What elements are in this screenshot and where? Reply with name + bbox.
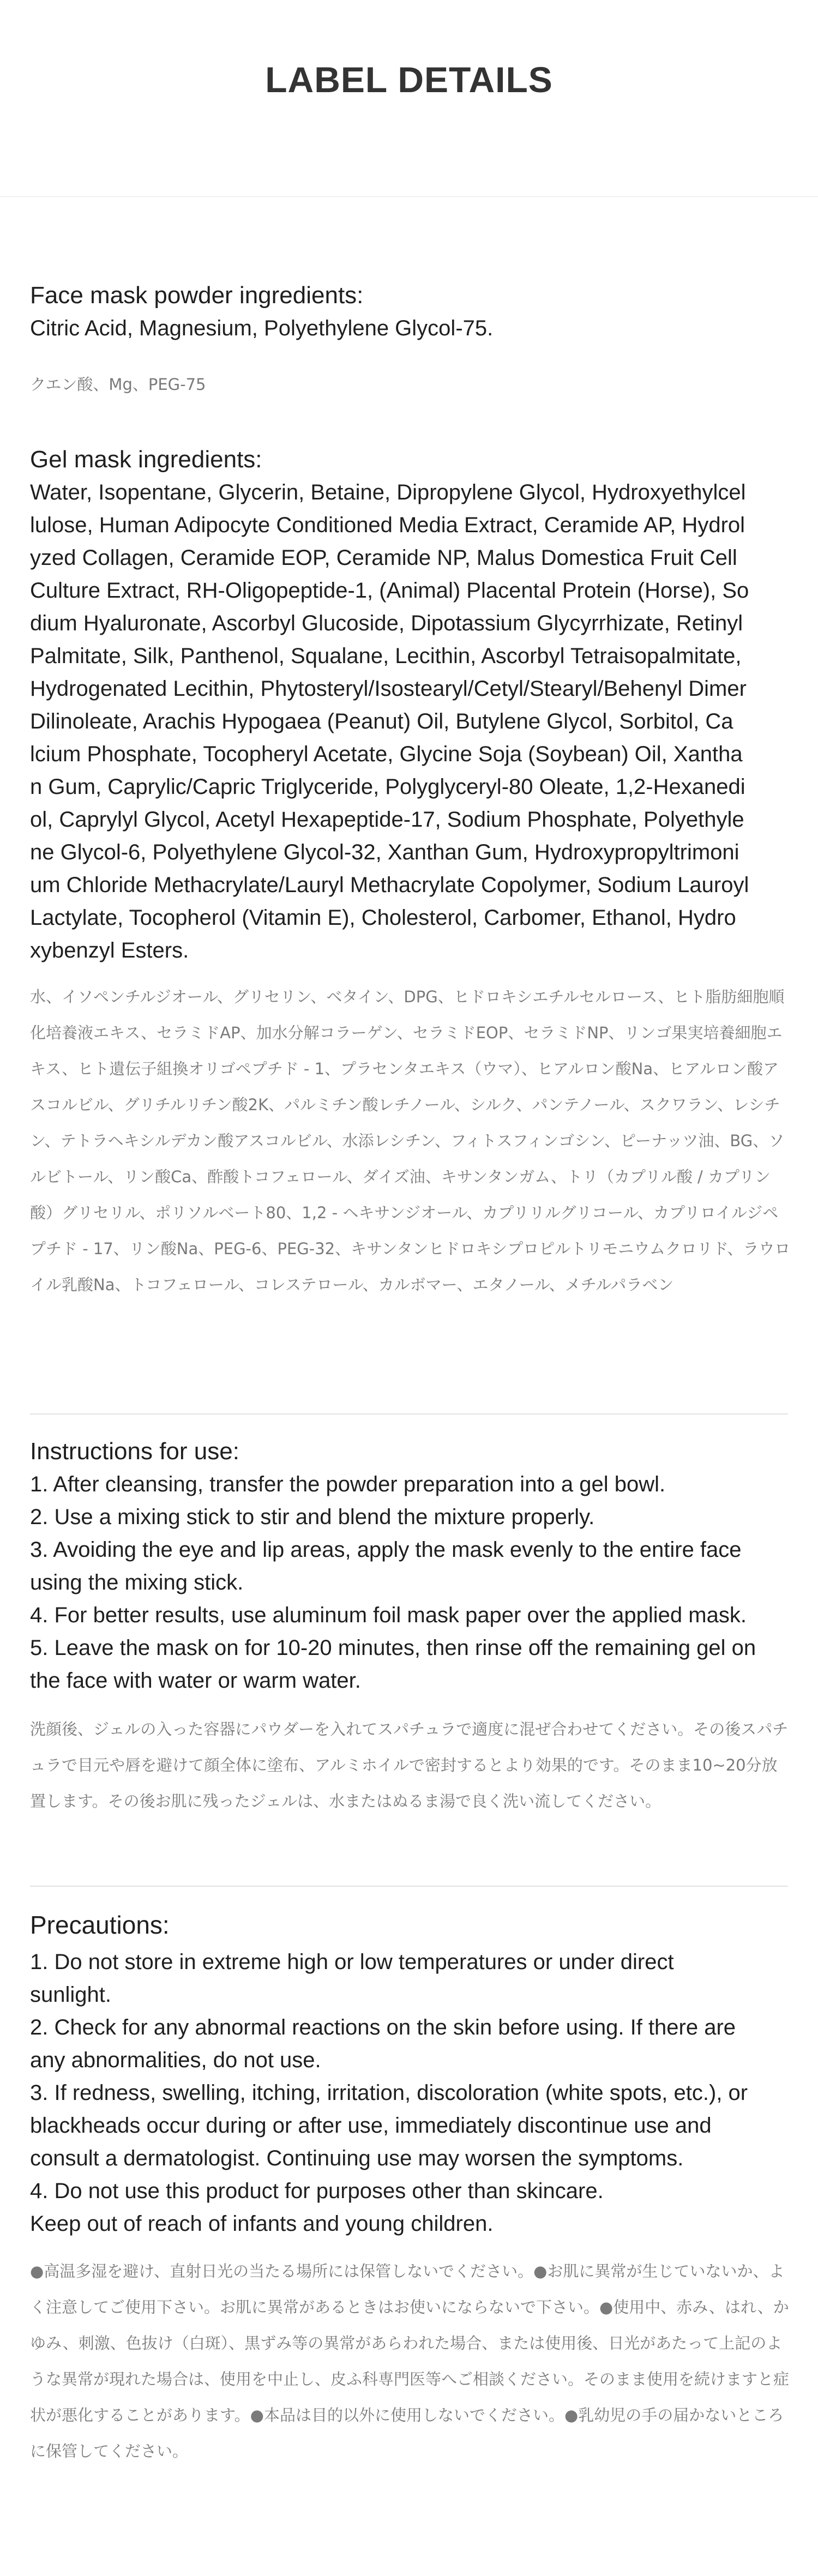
page-title: LABEL DETAILS xyxy=(265,59,553,100)
gel-ingredients-heading: Gel mask ingredients: xyxy=(30,446,262,473)
powder-ingredients-heading: Face mask powder ingredients: xyxy=(30,282,364,309)
section-divider xyxy=(30,1886,788,1887)
instructions-text: 1. After cleansing, transfer the powder preparation into a gel bowl. 2. Use a mixing stick to stir and blend the mixture properly. 3. Avoiding the eye and lip areas, apply the mask evenly to the entire face using the mixing stick. 4. For better results, use aluminum foil mask paper over the applied mask. 5. Leave the mask on for 10-20 minutes, then rinse off the remaining gel on the face with water or warm water. xyxy=(30,1472,756,1693)
instructions-heading: Instructions for use: xyxy=(30,1438,239,1465)
page-header xyxy=(0,0,818,197)
gel-ingredients-section xyxy=(30,443,791,1303)
powder-ingredients-jp: クエン酸、Mg、PEG-75 xyxy=(30,375,206,394)
gel-ingredients-text: Water, Isopentane, Glycerin, Betaine, Dipropylene Glycol, Hydroxyethylcel lulose, Human Adipocyte Conditioned Media Extract, Ceramide AP, Hydrol yzed Collagen, Ceramide EOP, Ceramide NP, Malus Domestica Fruit Cell Culture Extract, RH-Oligopeptide-1, (Animal) Placental Protein (Horse), So dium Hyaluronate, Ascorbyl Glucoside, Dipotassium Glycyrrhizate, Retinyl Palmitate, Silk, Panthenol, Squalane, Lecithin, Ascorbyl Tetraisopalmitate, Hydrogenated Lecithin, Phytosteryl/Isostearyl/Cetyl/Stearyl/Behenyl Dimer Dilinoleate, Arachis Hypogaea (Peanut) Oil, Butylene Glycol, Sorbitol, Ca lcium Phosphate, Tocopheryl Acetate, Glycine Soja (Soybean) Oil, Xantha n Gum, Caprylic/Capric Triglyceride, Polyglyceryl-80 Oleate, 1,2-Hexanedi ol, Caprylyl Glycol, Acetyl Hexapeptide-17, Sodium Phosphate, Polyethyle ne Glycol-6, Polyethylene Glycol-32, Xanthan Gum, Hydroxypropyltrimoni um Chloride Methacrylate/Lauryl Methacrylate Copolymer, Sodium Lauroyl Lactylate, Tocopherol (Vitamin E), Cholesterol, Carbomer, Ethanol, Hydro xybenzyl Esters. xyxy=(30,480,749,962)
powder-ingredients-section xyxy=(30,279,791,402)
powder-ingredients-text: Citric Acid, Magnesium, Polyethylene Glycol-75. xyxy=(30,316,494,340)
instructions-section xyxy=(30,1435,791,1819)
precautions-text: 1. Do not store in extreme high or low temperatures or under direct sunlight. 2. Check for any abnormal reactions on the skin before using. If there are any abnormalities, do not use. 3. If redness, swelling, itching, irritation, discoloration (white spots, etc.), or blackheads occur during or after use, immediately discontinue use and consult a dermatologist. Continuing use may worsen the symptoms. 4. Do not use this product for purposes other than skincare. Keep out of reach of infants and young children. xyxy=(30,1950,748,2236)
precautions-jp: ●高温多湿を避け、直射日光の当たる場所には保管しないでください。●お肌に異常が生じていないか、よく注意してご使用下さい。お肌に異常があるときはお使いにならないで下さい。●使用中、赤み、はれ、かゆみ、刺激、色抜け（白斑）、黒ずみ等の異常があらわれた場合、または使用後、日光があたって上記のような異常が現れた場合は、使用を中止し、皮ふ科専門医等へご相談ください。そのまま使用を続けますと症状が悪化することがあります。●本品は目的以外に使用しないでください。●乳幼児の手の届かないところに保管してください。 xyxy=(30,2262,790,2460)
section-divider xyxy=(30,1413,788,1415)
gel-ingredients-jp: 水、イソペンチルジオール、グリセリン、ベタイン、DPG、ヒドロキシエチルセルロース、ヒト脂肪細胞順化培養液エキス、セラミドAP、加水分解コラーゲン、セラミドEOP、セラミドNP、リンゴ果実培養細胞エキス、ヒト遺伝子組換オリゴペプチド - 1、プラセンタエキス（ウマ）、ヒアルロン酸Na、ヒアルロン酸アスコルビル、グリチルリチン酸2K、パルミチン酸レチノール、シルク、パンテノール、スクワラン、レシチン、テトラヘキシルデカン酸アスコルビル、水添レシチン、フィトスフィンゴシン、ピーナッツ油、BG、ソルビトール、リン酸Ca、酢酸トコフェロール、ダイズ油、キサンタンガム、トリ（カプリル酸 / カプリン酸）グリセリル、ポリソルベート80、1,2 - ヘキサンジオール、カプリリルグリコール、カプリロイルジペプチド - 17、リン酸Na、PEG-6、PEG-32、キサンタンヒドロキシプロピルトリモニウムクロリド、ラウロイル乳酸Na、トコフェロール、コレステロール、カルボマー、エタノール、メチルパラベン xyxy=(30,988,791,1294)
instructions-jp: 洗顔後、ジェルの入った容器にパウダーを入れてスパチュラで適度に混ぜ合わせてください。その後スパチュラで目元や唇を避けて顔全体に塗布、アルミホイルで密封するとより効果的です。そのまま10~20分放置します。その後お肌に残ったジェルは、水またはぬるま湯で良く洗い流してください。 xyxy=(30,1720,789,1810)
precautions-section xyxy=(30,1909,791,2469)
precautions-heading: Precautions: xyxy=(30,1911,170,1939)
